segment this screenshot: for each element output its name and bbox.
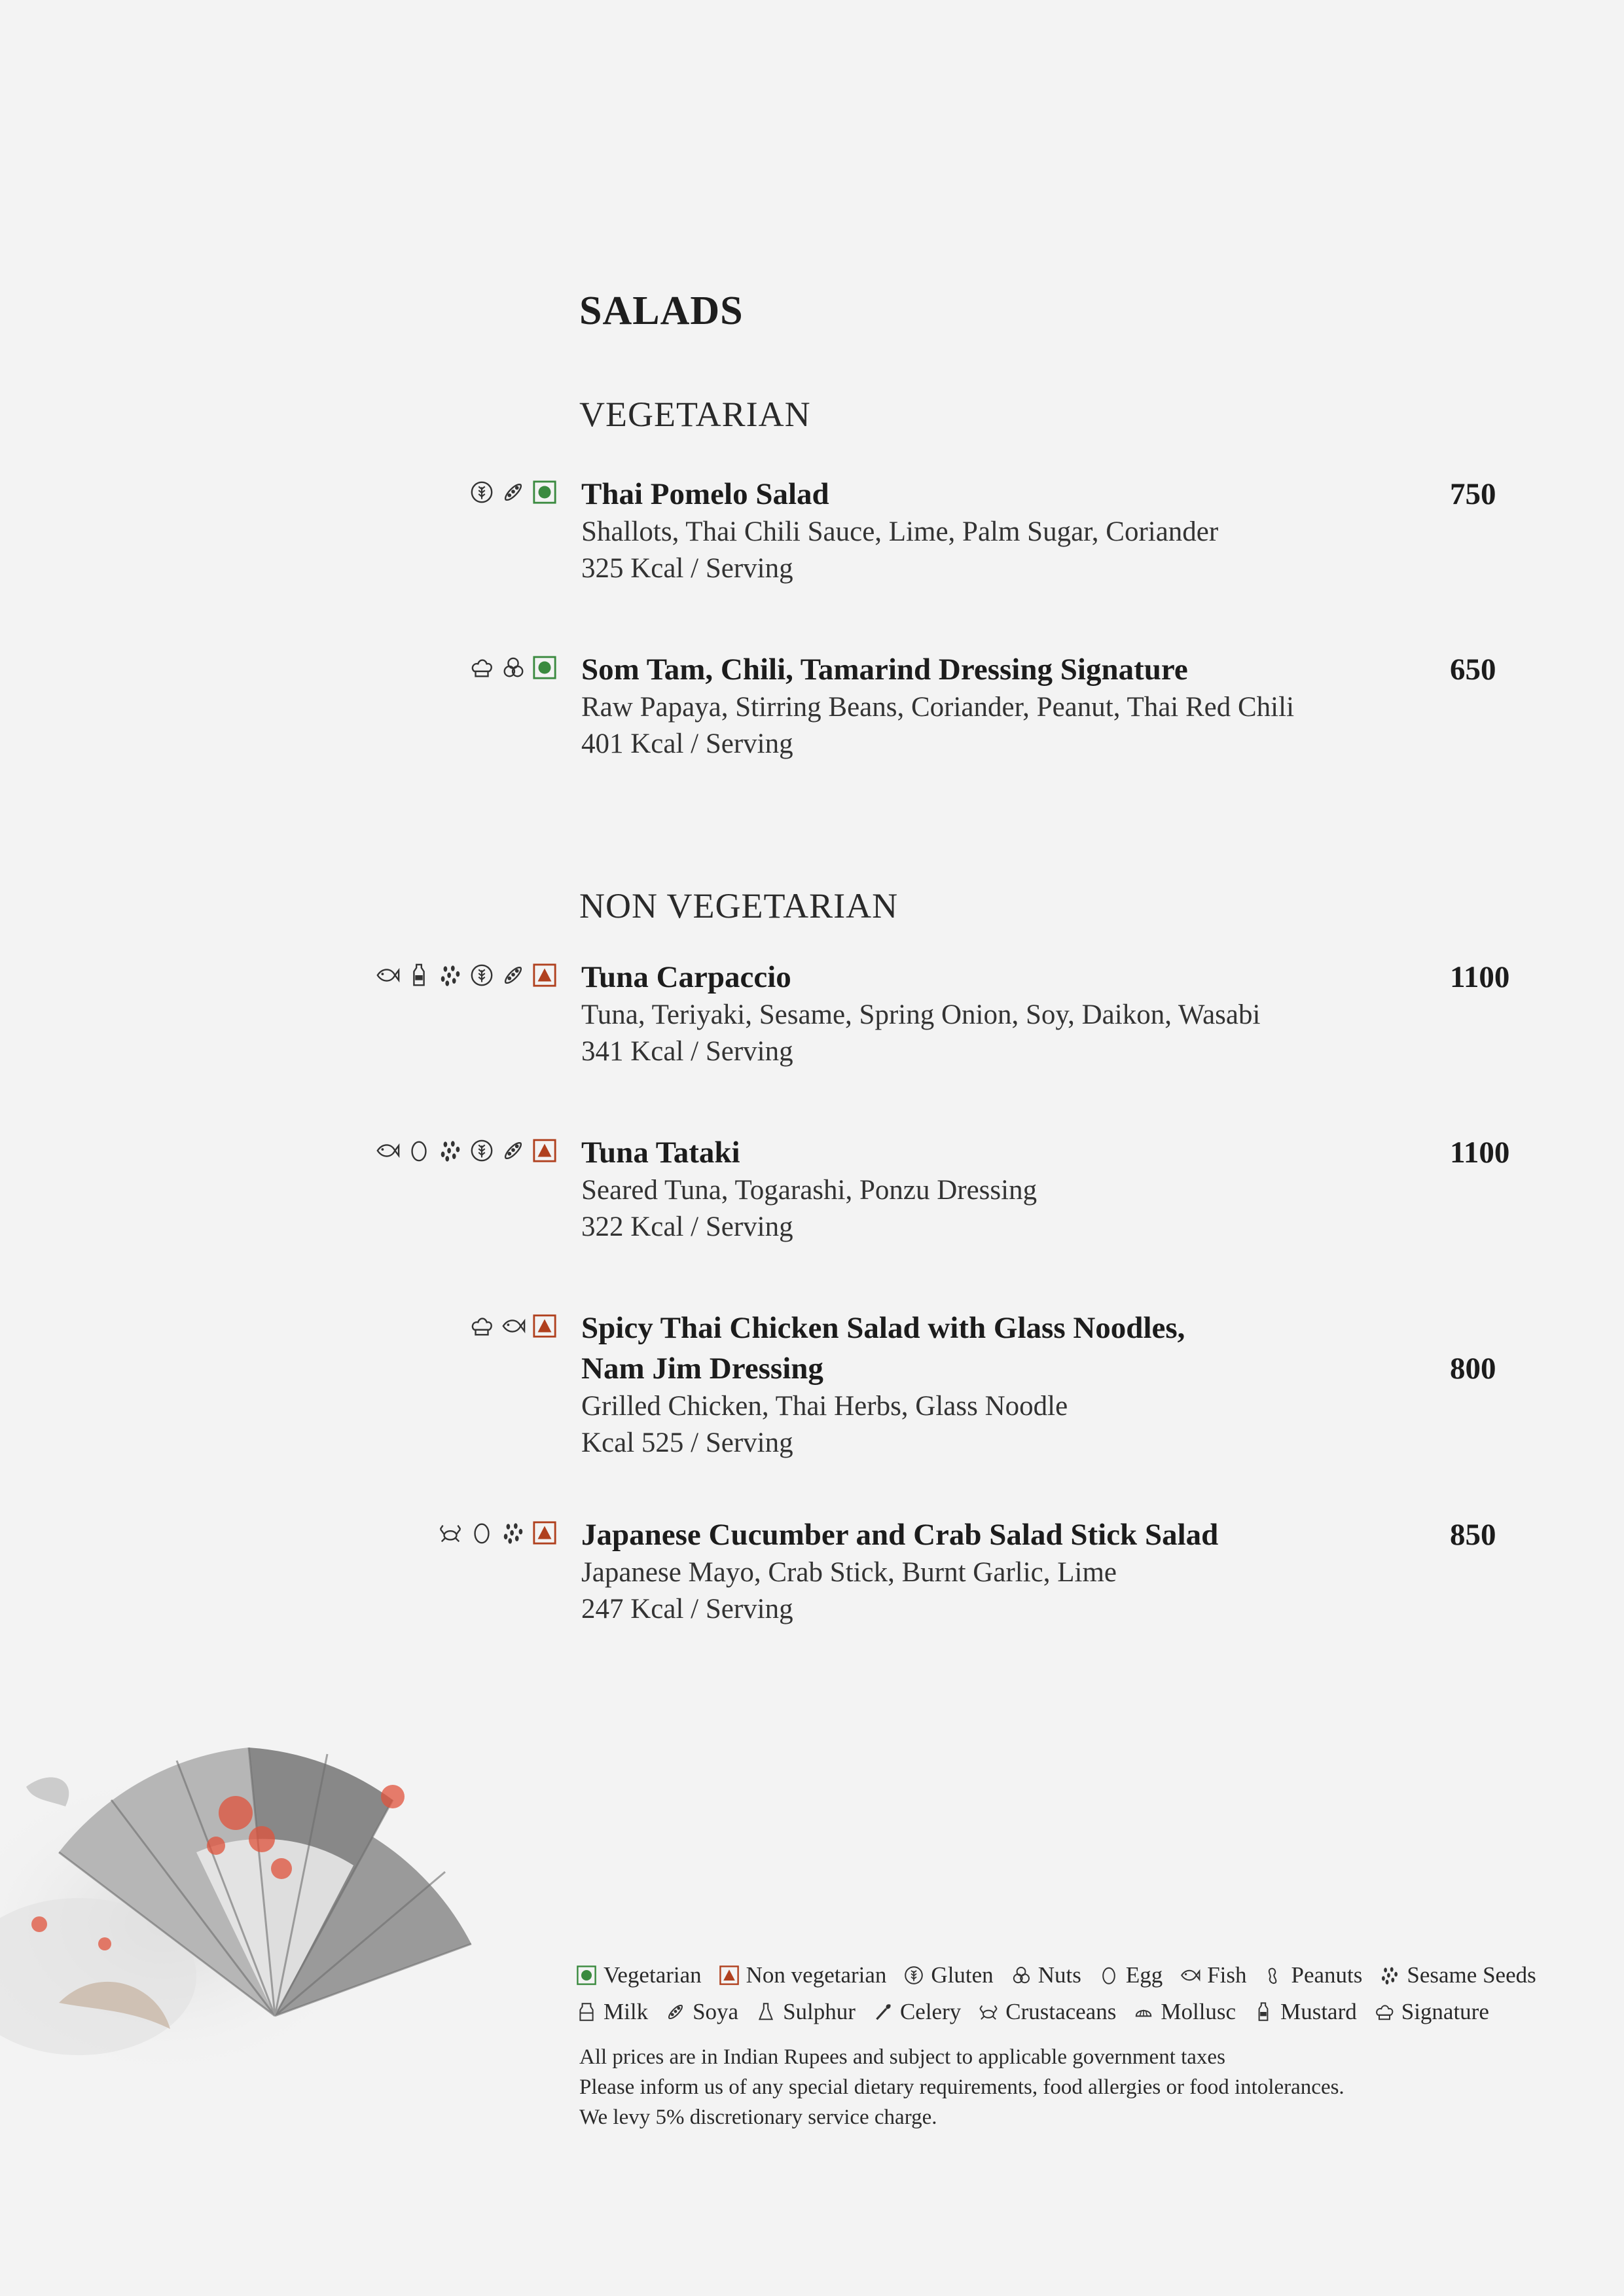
legend-row [576, 1957, 1597, 1994]
gluten-icon [903, 1965, 924, 1986]
item-calories: 322 Kcal / Serving [581, 1211, 793, 1242]
allergen-icons [375, 963, 557, 988]
legend-row [576, 1994, 1597, 2030]
vegetarian-icon [576, 1965, 597, 1986]
legend-label: Sesame Seeds [1407, 1962, 1536, 1988]
item-name: Spicy Thai Chicken Salad with Glass Noodles, [581, 1311, 1185, 1345]
legend-item [978, 1999, 1116, 2025]
item-description: Japanese Mayo, Crab Stick, Burnt Garlic, Lime [581, 1557, 1117, 1588]
fish-icon [501, 1314, 526, 1338]
legend-label: Non vegetarian [746, 1962, 887, 1988]
legend-label: Soya [693, 1999, 739, 2024]
legend-item [1180, 1962, 1246, 1988]
legend-item [1374, 1999, 1489, 2025]
section-title-vegetarian: VEGETARIAN [579, 395, 811, 434]
tax-note: All prices are in Indian Rupees and subject to applicable government taxes [579, 2045, 1225, 2069]
item-name: Som Tam, Chili, Tamarind Dressing Signature [581, 653, 1188, 687]
egg-icon [406, 1138, 431, 1163]
legend [576, 1957, 1597, 2030]
mustard-icon [1253, 2001, 1274, 2022]
legend-item [1264, 1962, 1363, 1988]
item-name: Tuna Tataki [581, 1136, 740, 1170]
item-price: 800 [1450, 1352, 1496, 1386]
soya-icon [501, 1138, 526, 1163]
legend-label: Milk [604, 1999, 649, 2024]
item-price: 1100 [1450, 960, 1510, 994]
decorative-fan-illustration [0, 1728, 484, 2094]
legend-item [903, 1962, 993, 1988]
mollusc-icon [1133, 2001, 1154, 2022]
item-calories: 341 Kcal / Serving [581, 1036, 793, 1067]
soya-icon [501, 480, 526, 505]
legend-label: Sulphur [783, 1999, 856, 2024]
mustard-icon [406, 963, 431, 988]
service-charge-note: We levy 5% discretionary service charge. [579, 2106, 937, 2129]
soya-icon [665, 2001, 686, 2022]
egg-icon [1098, 1965, 1119, 1986]
legend-label: Signature [1401, 1999, 1489, 2024]
non-vegetarian-icon [532, 1520, 557, 1545]
vegetarian-icon [532, 480, 557, 505]
legend-label: Fish [1207, 1962, 1247, 1988]
legend-item [665, 1999, 738, 2025]
allergen-icons [438, 1520, 557, 1545]
item-price: 850 [1450, 1518, 1496, 1552]
legend-label: Celery [899, 1999, 962, 2024]
item-description: Grilled Chicken, Thai Herbs, Glass Noodle [581, 1391, 1068, 1422]
signature-icon [1374, 2001, 1395, 2022]
signature-icon [469, 655, 494, 680]
gluten-icon [469, 480, 494, 505]
legend-item [1133, 1999, 1236, 2025]
gluten-icon [469, 963, 494, 988]
fish-icon [1180, 1965, 1200, 1986]
legend-item [1011, 1962, 1081, 1988]
footer-notes [579, 2042, 1561, 2132]
item-calories: Kcal 525 / Serving [581, 1427, 793, 1458]
item-description: Shallots, Thai Chili Sauce, Lime, Palm Sugar, Coriander [581, 516, 1219, 547]
legend-item [873, 1999, 961, 2025]
item-name: Japanese Cucumber and Crab Salad Stick Salad [581, 1518, 1219, 1552]
legend-label: Peanuts [1291, 1962, 1363, 1988]
non-vegetarian-icon [532, 1314, 557, 1338]
page-title: SALADS [579, 289, 744, 333]
legend-item [576, 1962, 702, 1988]
milk-icon [576, 2001, 597, 2022]
legend-item [755, 1999, 856, 2025]
item-name: Thai Pomelo Salad [581, 477, 829, 511]
signature-icon [469, 1314, 494, 1338]
allergen-icons [375, 1138, 557, 1163]
soya-icon [501, 963, 526, 988]
legend-item [1379, 1962, 1536, 1988]
legend-item [1098, 1962, 1163, 1988]
allergy-note: Please inform us of any special dietary requirements, food allergies or food intolerances. [579, 2075, 1344, 2099]
section-title-non-vegetarian: NON VEGETARIAN [579, 886, 899, 925]
item-description: Seared Tuna, Togarashi, Ponzu Dressing [581, 1175, 1038, 1206]
nuts-icon [501, 655, 526, 680]
legend-item [719, 1962, 887, 1988]
sesame-icon [438, 963, 463, 988]
legend-label: Crustaceans [1005, 1999, 1117, 2024]
non-vegetarian-icon [532, 1138, 557, 1163]
item-price: 650 [1450, 653, 1496, 687]
fish-icon [375, 1138, 400, 1163]
item-calories: 401 Kcal / Serving [581, 728, 793, 759]
legend-label: Gluten [931, 1962, 994, 1988]
allergen-icons [469, 655, 557, 680]
legend-label: Nuts [1038, 1962, 1081, 1988]
sulphur-icon [755, 2001, 776, 2022]
peanuts-icon [1264, 1965, 1285, 1986]
non-vegetarian-icon [532, 963, 557, 988]
nuts-icon [1011, 1965, 1032, 1986]
allergen-icons [469, 1314, 557, 1338]
sesame-icon [438, 1138, 463, 1163]
item-calories: 247 Kcal / Serving [581, 1594, 793, 1624]
item-description: Tuna, Teriyaki, Sesame, Spring Onion, Soy, Daikon, Wasabi [581, 999, 1261, 1030]
legend-label: Mustard [1280, 1999, 1357, 2024]
non-vegetarian-icon [719, 1965, 740, 1986]
item-price: 750 [1450, 477, 1496, 511]
legend-label: Vegetarian [604, 1962, 702, 1988]
item-price: 1100 [1450, 1136, 1510, 1170]
vegetarian-icon [532, 655, 557, 680]
gluten-icon [469, 1138, 494, 1163]
legend-item [1253, 1999, 1357, 2025]
allergen-icons [469, 480, 557, 505]
egg-icon [469, 1520, 494, 1545]
legend-label: Egg [1125, 1962, 1163, 1988]
item-name-line-2: Nam Jim Dressing [581, 1352, 823, 1386]
item-description: Raw Papaya, Stirring Beans, Coriander, Peanut, Thai Red Chili [581, 692, 1295, 723]
crustaceans-icon [438, 1520, 463, 1545]
legend-item [576, 1999, 648, 2025]
sesame-icon [1379, 1965, 1400, 1986]
item-calories: 325 Kcal / Serving [581, 553, 793, 584]
item-name: Tuna Carpaccio [581, 960, 791, 994]
celery-icon [873, 2001, 893, 2022]
fish-icon [375, 963, 400, 988]
crustaceans-icon [978, 2001, 999, 2022]
sesame-icon [501, 1520, 526, 1545]
legend-label: Mollusc [1161, 1999, 1236, 2024]
